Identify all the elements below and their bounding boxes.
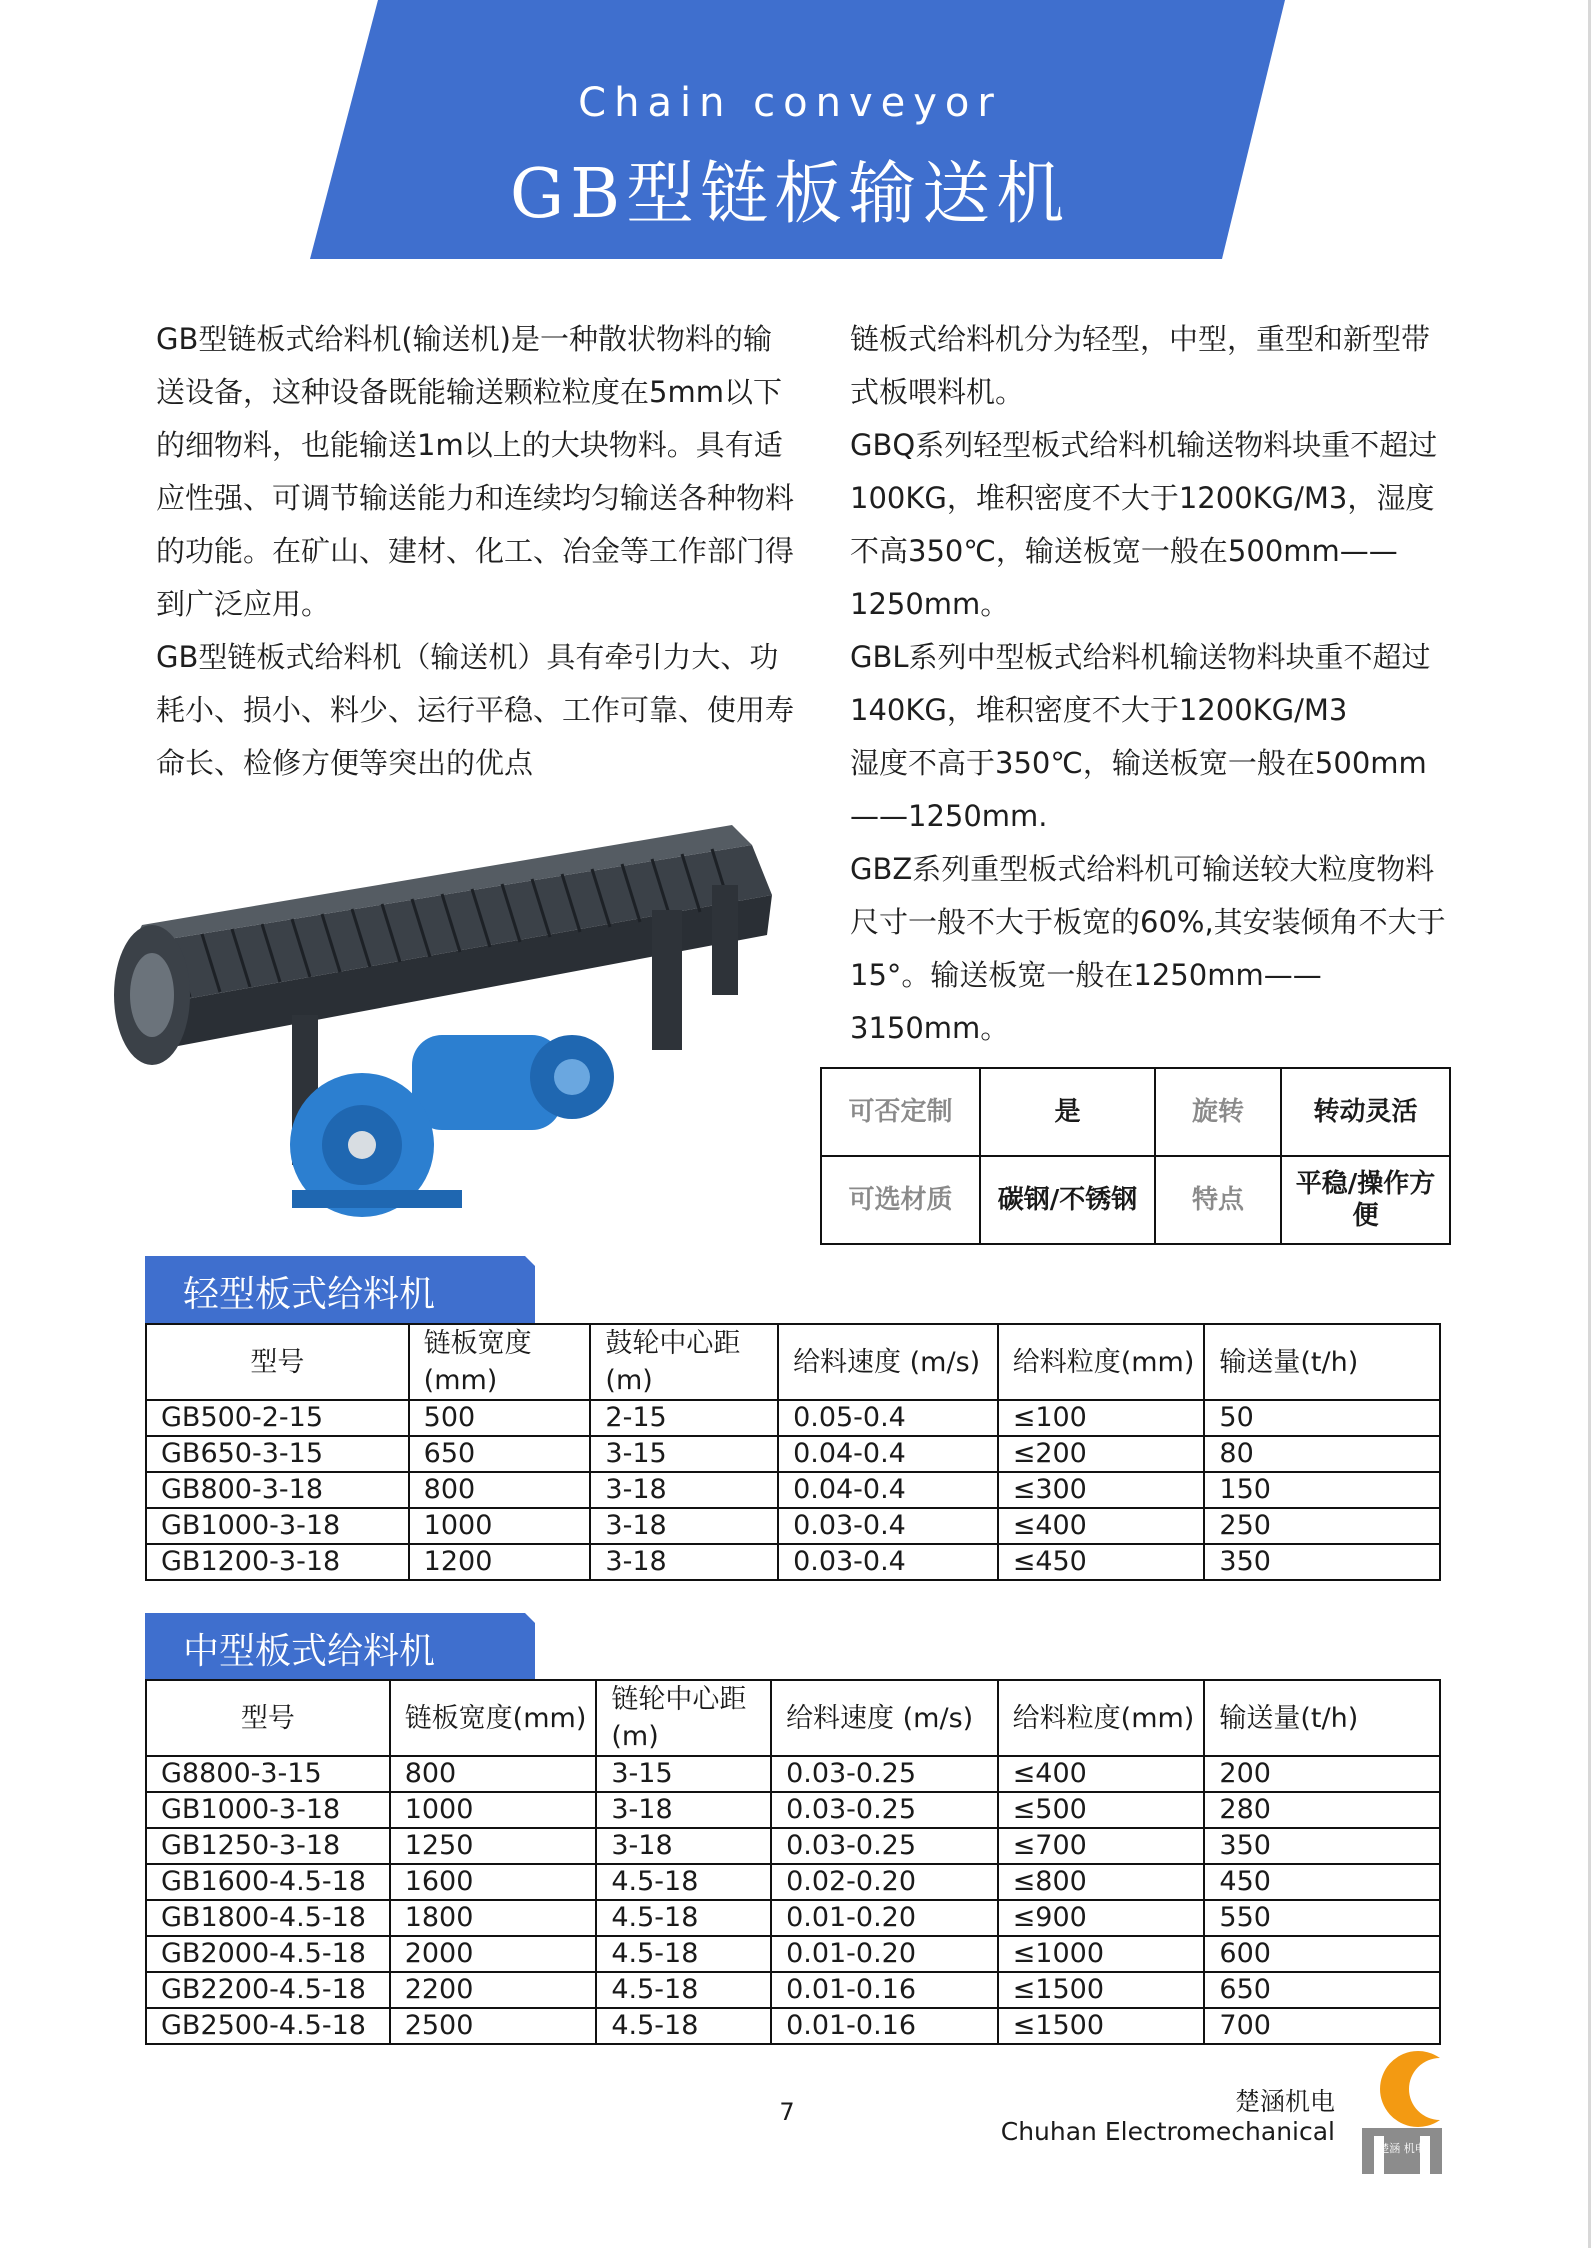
table-cell: ≤400 xyxy=(998,1508,1205,1544)
gbl-paragraph-cont: 湿度不高于350℃，输送板宽一般在500mm——1250mm. xyxy=(850,746,1427,833)
spec-value: 是 xyxy=(980,1068,1155,1156)
table-cell: GB500-2-15 xyxy=(146,1400,409,1436)
table-cell: 700 xyxy=(1204,2008,1440,2044)
table-cell: ≤200 xyxy=(998,1436,1205,1472)
table-cell: GB1800-4.5-18 xyxy=(146,1900,390,1936)
header-cell: 给料速度 (m/s) xyxy=(778,1324,998,1400)
table-cell: 3-18 xyxy=(590,1544,778,1580)
light-section-tab xyxy=(145,1256,535,1324)
table-cell: 0.03-0.25 xyxy=(771,1828,998,1864)
table-cell: 800 xyxy=(390,1756,597,1792)
company-name-en: Chuhan Electromechanical xyxy=(1000,2117,1335,2146)
page-number: 7 xyxy=(779,2098,795,2126)
table-cell: GB1200-3-18 xyxy=(146,1544,409,1580)
table-cell: 280 xyxy=(1204,1792,1440,1828)
header-cell: 链板宽度(mm) xyxy=(390,1680,597,1756)
spec-key: 特点 xyxy=(1155,1156,1281,1244)
table-cell: ≤900 xyxy=(998,1900,1205,1936)
table-cell: 3-15 xyxy=(590,1436,778,1472)
spec-row xyxy=(821,1156,1450,1244)
table-cell: GB2000-4.5-18 xyxy=(146,1936,390,1972)
medium-section-title: 中型板式给料机 xyxy=(183,1631,436,1672)
header-cell: 给料速度 (m/s) xyxy=(771,1680,998,1756)
table-cell: 1200 xyxy=(409,1544,591,1580)
table-cell: 0.05-0.4 xyxy=(778,1400,998,1436)
header-cell: 给料粒度(mm) xyxy=(998,1324,1205,1400)
intro-left-column xyxy=(156,313,796,790)
table-cell: 0.01-0.20 xyxy=(771,1900,998,1936)
table-cell: 80 xyxy=(1204,1436,1440,1472)
table-row xyxy=(146,1436,1440,1472)
table-cell: GB2500-4.5-18 xyxy=(146,2008,390,2044)
table-cell: 3-18 xyxy=(590,1472,778,1508)
table-cell: 3-18 xyxy=(590,1508,778,1544)
table-cell: 450 xyxy=(1204,1864,1440,1900)
table-cell: ≤1000 xyxy=(998,1936,1205,1972)
header-cell: 链板宽度(mm) xyxy=(409,1324,591,1400)
table-row xyxy=(146,1472,1440,1508)
table-cell: 150 xyxy=(1204,1472,1440,1508)
table-cell: 4.5-18 xyxy=(596,1864,771,1900)
table-cell: GB1600-4.5-18 xyxy=(146,1864,390,1900)
table-cell: ≤450 xyxy=(998,1544,1205,1580)
table-cell: GB2200-4.5-18 xyxy=(146,1972,390,2008)
spec-key: 旋转 xyxy=(1155,1068,1281,1156)
table-row xyxy=(146,1828,1440,1864)
company-name-cn: 楚涵机电 xyxy=(1234,2087,1335,2116)
table-cell: ≤300 xyxy=(998,1472,1205,1508)
gbz-paragraph: GBZ系列重型板式给料机可输送较大粒度物料尺寸一般不大于板宽的60%,其安装倾角不大于15°。输送板宽一般在1250mm——3150mm。 xyxy=(850,852,1446,1045)
table-cell: 3-18 xyxy=(596,1828,771,1864)
table-cell: 2-15 xyxy=(590,1400,778,1436)
table-row xyxy=(146,1400,1440,1436)
table-row xyxy=(146,1972,1440,2008)
table-cell: 1000 xyxy=(409,1508,591,1544)
table-cell: 650 xyxy=(409,1436,591,1472)
table-cell: 3-18 xyxy=(596,1792,771,1828)
table-cell: 600 xyxy=(1204,1936,1440,1972)
table-row xyxy=(146,1756,1440,1792)
table-row xyxy=(146,1792,1440,1828)
intro-paragraph: GB型链板式给料机（输送机）具有牵引力大、功耗小、损小、料少、运行平稳、工作可靠、使用寿命长、检修方便等突出的优点 xyxy=(156,640,795,780)
table-cell: 0.03-0.25 xyxy=(771,1756,998,1792)
spec-row xyxy=(821,1068,1450,1156)
table-cell: 1800 xyxy=(390,1900,597,1936)
spec-key: 可选材质 xyxy=(821,1156,980,1244)
header-cell: 型号 xyxy=(146,1324,409,1400)
table-cell: 1000 xyxy=(390,1792,597,1828)
table-cell: 350 xyxy=(1204,1828,1440,1864)
spec-table xyxy=(820,1067,1451,1245)
table-cell: 3-15 xyxy=(596,1756,771,1792)
header-cell: 输送量(t/h) xyxy=(1204,1324,1440,1400)
medium-section-tab xyxy=(145,1613,535,1681)
table-cell: ≤700 xyxy=(998,1828,1205,1864)
table-cell: 4.5-18 xyxy=(596,1972,771,2008)
table-cell: 4.5-18 xyxy=(596,1936,771,1972)
header-banner xyxy=(0,0,1591,262)
table-cell: 4.5-18 xyxy=(596,1900,771,1936)
table-cell: 200 xyxy=(1204,1756,1440,1792)
table-cell: ≤400 xyxy=(998,1756,1205,1792)
table-cell: 1600 xyxy=(390,1864,597,1900)
table-row xyxy=(146,1544,1440,1580)
table-cell: 1250 xyxy=(390,1828,597,1864)
table-cell: ≤1500 xyxy=(998,1972,1205,2008)
table-cell: 350 xyxy=(1204,1544,1440,1580)
header-cell: 型号 xyxy=(146,1680,390,1756)
light-table xyxy=(145,1323,1441,1581)
chain-conveyor-photo xyxy=(112,815,792,1235)
logo-text: 楚涵 机电 xyxy=(1378,2142,1426,2155)
table-cell: 800 xyxy=(409,1472,591,1508)
table-row xyxy=(146,1864,1440,1900)
table-cell: GB1250-3-18 xyxy=(146,1828,390,1864)
header-cell: 鼓轮中心距(m) xyxy=(590,1324,778,1400)
gbl-paragraph: GBL系列中型板式给料机输送物料块重不超过140KG，堆积密度不大于1200KG/M3 xyxy=(850,640,1431,727)
table-cell: 650 xyxy=(1204,1972,1440,2008)
page-title: GB型链板输送机 xyxy=(509,155,1071,234)
table-cell: 0.01-0.20 xyxy=(771,1936,998,1972)
intro-right-column xyxy=(850,313,1450,1055)
table-row xyxy=(146,2008,1440,2044)
table-cell: GB1000-3-18 xyxy=(146,1792,390,1828)
table-cell: GB650-3-15 xyxy=(146,1436,409,1472)
type-paragraph: 链板式给料机分为轻型，中型，重型和新型带式板喂料机。 xyxy=(850,322,1431,409)
table-cell: GB1000-3-18 xyxy=(146,1508,409,1544)
table-cell: ≤100 xyxy=(998,1400,1205,1436)
table-cell: G8800-3-15 xyxy=(146,1756,390,1792)
table-cell: 4.5-18 xyxy=(596,2008,771,2044)
table-cell: 0.04-0.4 xyxy=(778,1436,998,1472)
table-cell: 250 xyxy=(1204,1508,1440,1544)
header-cell: 链轮中心距(m) xyxy=(596,1680,771,1756)
chuhan-logo-icon xyxy=(1360,2050,1444,2176)
intro-paragraph: GB型链板式给料机(输送机)是一种散状物料的输送设备，这种设备既能输送颗粒粒度在5mm以下的细物料，也能输送1m以上的大块物料。具有适应性强、可调节输送能力和连续均匀输送各种物料的功能。在矿山、建材、化工、冶金等工作部门得到广泛应用。 xyxy=(156,322,795,621)
table-cell: 2500 xyxy=(390,2008,597,2044)
table-cell: 0.03-0.25 xyxy=(771,1792,998,1828)
table-cell: 500 xyxy=(409,1400,591,1436)
table-cell: 550 xyxy=(1204,1900,1440,1936)
spec-value: 平稳/操作方便 xyxy=(1281,1156,1450,1244)
medium-table xyxy=(145,1679,1441,2045)
spec-key: 可否定制 xyxy=(821,1068,980,1156)
table-cell: ≤500 xyxy=(998,1792,1205,1828)
table-row xyxy=(146,1936,1440,1972)
table-cell: 2200 xyxy=(390,1972,597,2008)
table-cell: 50 xyxy=(1204,1400,1440,1436)
table-cell: 2000 xyxy=(390,1936,597,1972)
header-cell: 给料粒度(mm) xyxy=(998,1680,1205,1756)
table-row xyxy=(146,1508,1440,1544)
table-row xyxy=(146,1900,1440,1936)
table-cell: 0.03-0.4 xyxy=(778,1508,998,1544)
gbq-paragraph: GBQ系列轻型板式给料机输送物料块重不超过100KG，堆积密度不大于1200KG/M3，湿度不高350℃，输送板宽一般在500mm——1250mm。 xyxy=(850,428,1438,621)
banner-subtitle: Chain conveyor xyxy=(578,80,1002,126)
light-section-title: 轻型板式给料机 xyxy=(183,1274,436,1315)
table-header-row xyxy=(146,1680,1440,1756)
header-cell: 输送量(t/h) xyxy=(1204,1680,1440,1756)
table-cell: 0.01-0.16 xyxy=(771,2008,998,2044)
spec-value: 转动灵活 xyxy=(1281,1068,1450,1156)
table-cell: ≤800 xyxy=(998,1864,1205,1900)
table-cell: ≤1500 xyxy=(998,2008,1205,2044)
table-header-row xyxy=(146,1324,1440,1400)
table-cell: 0.01-0.16 xyxy=(771,1972,998,2008)
table-cell: 0.03-0.4 xyxy=(778,1544,998,1580)
table-cell: GB800-3-18 xyxy=(146,1472,409,1508)
spec-value: 碳钢/不锈钢 xyxy=(980,1156,1155,1244)
table-cell: 0.02-0.20 xyxy=(771,1864,998,1900)
table-cell: 0.04-0.4 xyxy=(778,1472,998,1508)
